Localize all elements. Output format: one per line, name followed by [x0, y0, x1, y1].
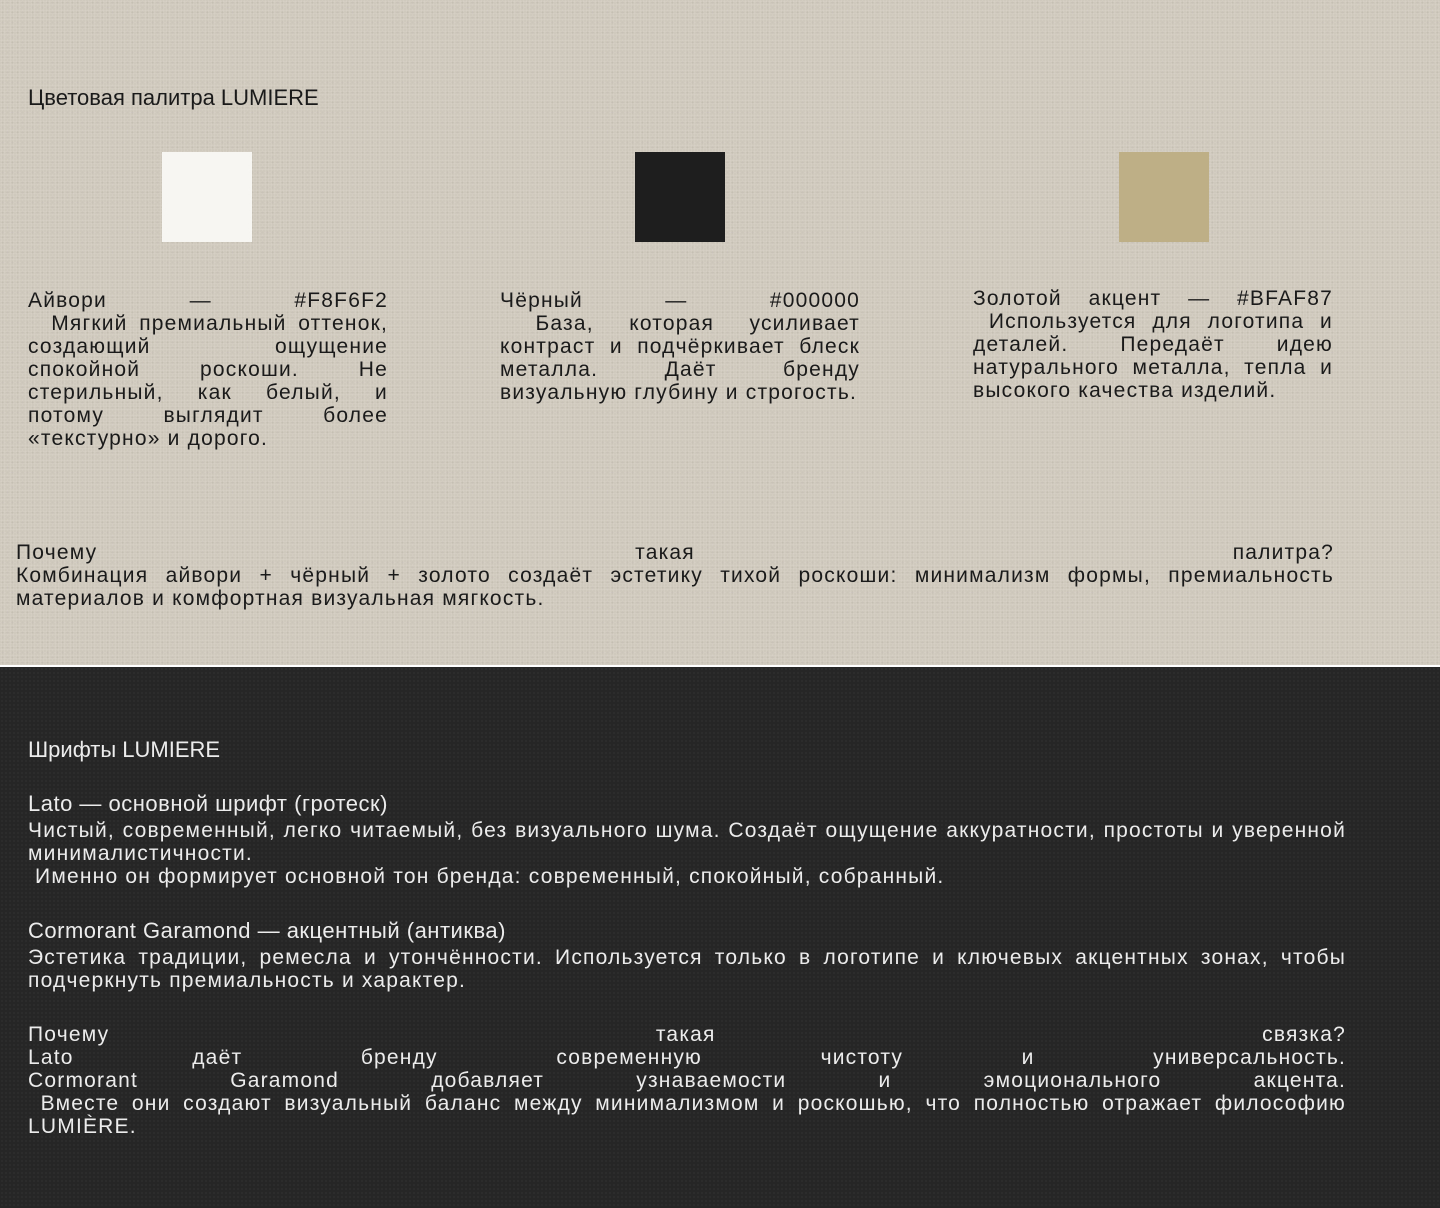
- black-swatch: [635, 152, 725, 242]
- palette-title: Цветовая палитра LUMIERE: [28, 85, 319, 110]
- lato-text-2: Именно он формирует основной тон бренда: современный, спокойный, собранный.: [28, 865, 945, 888]
- fonts-why-line-1: Lato даёт бренду современную чистоту и универсальность.: [28, 1046, 1346, 1069]
- ivory-description: [28, 289, 396, 450]
- gold-heading: Золотой акцент — #BFAF87: [973, 287, 1333, 310]
- lato-text: Чистый, современный, легко читаемый, без визуального шума. Создаёт ощущение аккуратности, простоты и уверенной минималистичности.: [28, 819, 1346, 865]
- fonts-why-heading: Почему такая связка?: [28, 1023, 1346, 1046]
- cormorant-block: [28, 918, 1346, 992]
- palette-why-heading: Почему такая палитра?: [16, 541, 1334, 564]
- fonts-title: Шрифты LUMIERE: [28, 737, 221, 762]
- ivory-swatch: [162, 152, 252, 242]
- cormorant-heading: Cormorant Garamond — акцентный (антиква): [28, 918, 506, 943]
- lato-heading: Lato — основной шрифт (гротеск): [28, 791, 388, 816]
- ivory-text: Мягкий премиальный оттенок, создающий ощущение спокойной роскоши. Не стерильный, как белый, и потому выглядит более «текстурно» и дорого.: [28, 312, 396, 450]
- black-heading: Чёрный — #000000: [500, 289, 860, 312]
- gold-text: Используется для логотипа и деталей. Передаёт идею натурального металла, тепла и высокого качества изделий.: [973, 310, 1341, 402]
- black-description: [500, 289, 868, 404]
- ivory-heading: Айвори — #F8F6F2: [28, 289, 388, 312]
- fonts-section: [0, 667, 1440, 1208]
- palette-why-text: Комбинация айвори + чёрный + золото создаёт эстетику тихой роскоши: минимализм формы, премиальность материалов и комфортная визуальная мягкость.: [16, 564, 1334, 610]
- fonts-why-line-3: Вместе они создают визуальный баланс между минимализмом и роскошью, что полностью отражает философию LUMIÈRE.: [28, 1092, 1354, 1138]
- palette-why: [16, 541, 1334, 610]
- fonts-why: [28, 1023, 1354, 1138]
- gold-description: [973, 287, 1341, 402]
- cormorant-text: Эстетика традиции, ремесла и утончённости. Используется только в логотипе и ключевых акцентных зонах, чтобы подчеркнуть премиальность и характер.: [28, 946, 1346, 992]
- lato-block: [28, 791, 1346, 888]
- gold-swatch: [1119, 152, 1209, 242]
- black-text: База, которая усиливает контраст и подчёркивает блеск металла. Даёт бренду визуальную глубину и строгость.: [500, 312, 868, 404]
- fonts-why-line-2: Cormorant Garamond добавляет узнаваемости и эмоционального акцента.: [28, 1069, 1346, 1092]
